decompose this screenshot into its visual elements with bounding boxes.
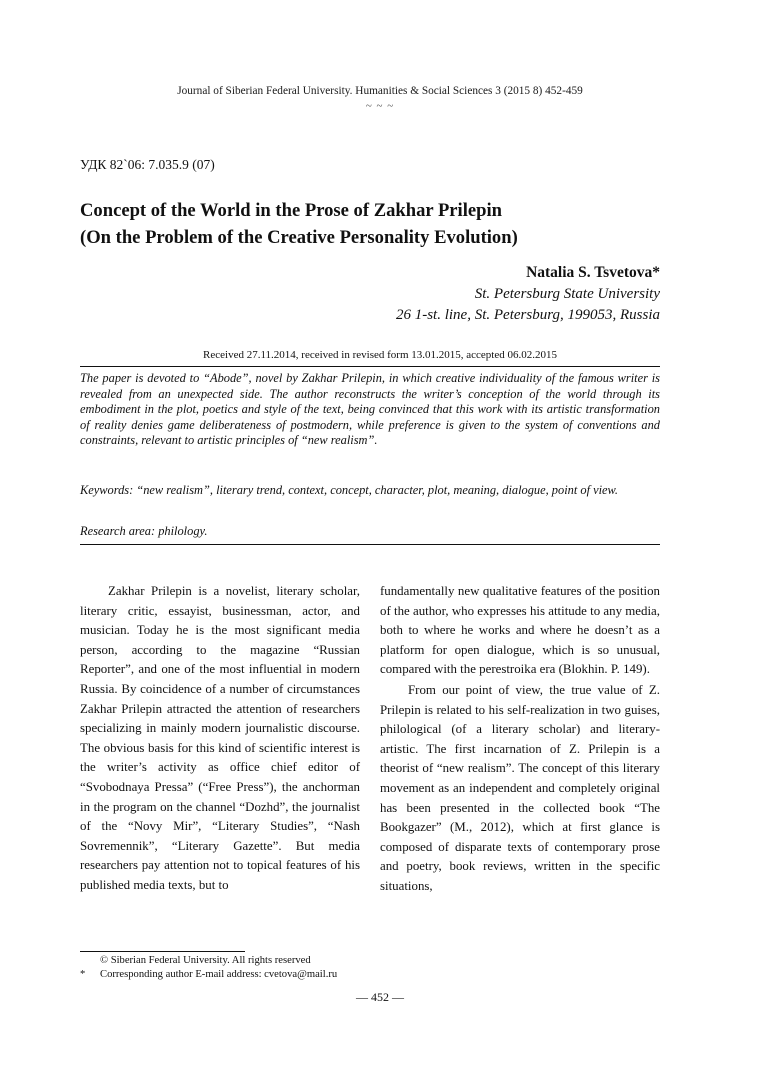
- abstract-bottom-rule: [80, 544, 660, 545]
- received-dates: Received 27.11.2014, received in revised form 13.01.2015, accepted 06.02.2015: [203, 349, 557, 361]
- header-ornament: ~ ~ ~: [365, 100, 395, 112]
- author-affiliation: St. Petersburg State University: [474, 286, 660, 302]
- keywords: Keywords: “new realism”, literary trend, context, concept, character, plot, meaning, dialogue, point of view.: [80, 483, 618, 497]
- copyright-text: © Siberian Federal University. All rights reserved: [100, 955, 311, 966]
- corresponding-note: [80, 968, 337, 982]
- article-title: [80, 197, 680, 251]
- body-paragraph: fundamentally new qualitative features of the position of the author, who expresses his attitude to any media, both to where he works and where he doesn’t as a platform for open dialogue, which is so unusual, compared with the perestroika era (Blokhin. P. 149).: [380, 584, 660, 677]
- title-line-2: (On the Problem of the Creative Personality Evolution): [80, 227, 518, 248]
- copyright-note: [80, 954, 337, 968]
- page-number: — 452 —: [356, 990, 404, 1004]
- body-paragraph: From our point of view, the true value of Z. Prilepin is related to his self-realization in two guises, philological (of a literary scholar) and literary- artistic. The first incarnation of Z. Prilepin is a theorist of “new realism”. The concept of this literary movement as an independent and completely original has been presented in the collected book “The Bookgazer” (M., 2012), which at first glance is composed of disparate texts of contemporary prose and poetry, book reviews, written in the specific situations,: [380, 682, 660, 893]
- journal-header: Journal of Siberian Federal University. Humanities & Social Sciences 3 (2015 8) 452-459: [177, 85, 583, 97]
- body-column-left: [80, 582, 360, 896]
- body-column-right: [380, 582, 660, 897]
- author-name: Natalia S. Tsvetova*: [526, 264, 660, 281]
- corresponding-text: Corresponding author E-mail address: cvetova@mail.ru: [100, 969, 338, 980]
- footnote-mark: *: [80, 969, 86, 980]
- body-paragraph: Zakhar Prilepin is a novelist, literary scholar, literary critic, essayist, businessman, actor, and musician. Today he is the most significant media person, according to the magazine “Russian Reporter”, and one of the most influential in modern Russia. By coincidence of a number of circumstances Zakhar Prilepin attracted the attention of researchers specializing in mainly modern journalistic discourse. The obvious basis for this kind of scientific interest is the writer’s activity as office chief editor of “Svobodnaya Pressa” (“Free Press”), the anchorman in the program on the channel “Dozhd”, the journalist of the “Novy Mir”, “Literary Studies”, “Nash Sovremennik”, “Literary Gazette”. But media researchers pay attention not to topical features of his published media texts, but to: [80, 584, 360, 892]
- abstract-top-rule: [80, 366, 660, 367]
- author-address: 26 1-st. line, St. Petersburg, 199053, Russia: [395, 307, 660, 323]
- title-line-1: Concept of the World in the Prose of Zakhar Prilepin: [80, 200, 502, 221]
- udk-code: УДК 82`06: 7.035.9 (07): [80, 157, 215, 172]
- footnotes: [80, 954, 337, 982]
- abstract: The paper is devoted to “Abode”, novel by Zakhar Prilepin, in which creative individuality of the famous writer is revealed from an unexpected side. The author reconstructs the writer’s conception of the world through its embodiment in the plot, poetics and style of the text, being convinced that this work with its artistic transformation of reality denies game deliberateness of postmodern, while preference is given to the system of conventions and constraints, relevant to artistic principles of “new realism”.: [80, 371, 660, 447]
- author-block: [160, 262, 660, 326]
- footnote-rule: [80, 951, 245, 952]
- research-area: Research area: philology.: [80, 524, 208, 538]
